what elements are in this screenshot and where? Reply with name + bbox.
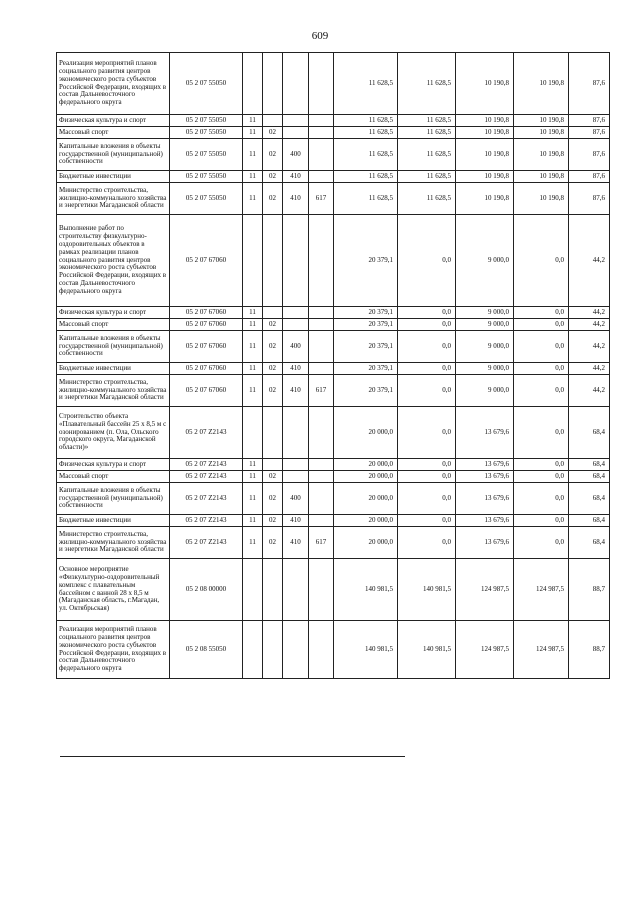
row-value-4: 10 190,8 — [514, 183, 569, 215]
row-name: Капитальные вложения в объекты государственной (муниципальной) собственности — [57, 483, 170, 515]
row-section: 11 — [243, 527, 263, 559]
row-code: 05 2 08 55050 — [170, 621, 243, 679]
table-row — [57, 527, 610, 559]
row-percent: 88,7 — [569, 621, 610, 679]
row-subsection: 02 — [263, 363, 283, 375]
table-row — [57, 53, 610, 115]
row-agency — [309, 171, 334, 183]
row-code: 05 2 07 Z2143 — [170, 459, 243, 471]
row-code: 05 2 07 67060 — [170, 363, 243, 375]
row-value-3: 9 000,0 — [456, 331, 514, 363]
row-name: Реализация мероприятий планов социального развития центров экономического роста субъектов Российской Федерации, входящих в состав Дальневосточного федерального округа — [57, 621, 170, 679]
row-agency — [309, 53, 334, 115]
row-value-4: 124 987,5 — [514, 621, 569, 679]
row-section — [243, 215, 263, 307]
row-expense-type — [283, 215, 309, 307]
row-value-2: 0,0 — [398, 483, 456, 515]
row-section: 11 — [243, 459, 263, 471]
row-value-2: 11 628,5 — [398, 127, 456, 139]
row-name: Основное мероприятие «Физкультурно-оздоровительный комплекс с плавательным бассейном с ванной 28 х 8,5 м (Магаданская область, г.Магадан, ул. Октябрьская) — [57, 559, 170, 621]
row-percent: 68,4 — [569, 471, 610, 483]
row-agency — [309, 127, 334, 139]
row-subsection — [263, 407, 283, 459]
row-percent: 68,4 — [569, 459, 610, 471]
row-agency — [309, 459, 334, 471]
row-expense-type — [283, 559, 309, 621]
row-percent: 87,6 — [569, 127, 610, 139]
row-value-1: 20 379,1 — [334, 363, 398, 375]
row-value-4: 10 190,8 — [514, 53, 569, 115]
row-name: Строительство объекта «Плавательный бассейн 25 х 8,5 м с озонированием (п. Ола, Ольского городского округа, Магаданской области)» — [57, 407, 170, 459]
row-section — [243, 621, 263, 679]
row-code: 05 2 07 Z2143 — [170, 527, 243, 559]
row-percent: 44,2 — [569, 363, 610, 375]
row-agency: 617 — [309, 375, 334, 407]
row-section: 11 — [243, 139, 263, 171]
row-value-3: 13 679,6 — [456, 471, 514, 483]
row-value-3: 13 679,6 — [456, 515, 514, 527]
row-value-1: 11 628,5 — [334, 139, 398, 171]
row-name: Министерство строительства, жилищно-коммунального хозяйства и энергетики Магаданской области — [57, 527, 170, 559]
row-section — [243, 53, 263, 115]
table-row — [57, 139, 610, 171]
row-value-3: 10 190,8 — [456, 183, 514, 215]
row-code: 05 2 07 55050 — [170, 139, 243, 171]
row-value-2: 0,0 — [398, 363, 456, 375]
table-row — [57, 375, 610, 407]
row-percent: 68,4 — [569, 407, 610, 459]
row-name: Реализация мероприятий планов социального развития центров экономического роста субъектов Российской Федерации, входящих в состав Дальневосточного федерального округа — [57, 53, 170, 115]
table-row — [57, 407, 610, 459]
table-row — [57, 515, 610, 527]
row-section: 11 — [243, 319, 263, 331]
table-row — [57, 621, 610, 679]
row-percent: 68,4 — [569, 515, 610, 527]
row-value-2: 0,0 — [398, 471, 456, 483]
row-subsection — [263, 559, 283, 621]
row-value-1: 11 628,5 — [334, 115, 398, 127]
row-name: Массовый спорт — [57, 471, 170, 483]
row-value-3: 9 000,0 — [456, 215, 514, 307]
footer-rule — [60, 756, 405, 757]
row-expense-type: 400 — [283, 139, 309, 171]
row-value-3: 9 000,0 — [456, 319, 514, 331]
row-percent: 87,6 — [569, 171, 610, 183]
row-percent: 68,4 — [569, 483, 610, 515]
row-value-2: 0,0 — [398, 527, 456, 559]
row-code: 05 2 07 55050 — [170, 183, 243, 215]
row-section: 11 — [243, 515, 263, 527]
row-code: 05 2 07 Z2143 — [170, 483, 243, 515]
row-percent: 87,6 — [569, 139, 610, 171]
row-value-4: 0,0 — [514, 319, 569, 331]
row-subsection — [263, 307, 283, 319]
row-subsection: 02 — [263, 171, 283, 183]
table-row — [57, 115, 610, 127]
row-percent: 44,2 — [569, 319, 610, 331]
row-value-2: 0,0 — [398, 515, 456, 527]
row-percent: 68,4 — [569, 527, 610, 559]
row-value-2: 11 628,5 — [398, 53, 456, 115]
row-code: 05 2 07 55050 — [170, 53, 243, 115]
table-row — [57, 331, 610, 363]
table-body — [57, 53, 610, 679]
row-percent: 44,2 — [569, 215, 610, 307]
row-section — [243, 407, 263, 459]
row-agency — [309, 363, 334, 375]
row-expense-type — [283, 127, 309, 139]
row-code: 05 2 07 55050 — [170, 115, 243, 127]
row-agency: 617 — [309, 527, 334, 559]
row-expense-type — [283, 621, 309, 679]
row-subsection: 02 — [263, 183, 283, 215]
row-section — [243, 559, 263, 621]
row-value-4: 0,0 — [514, 471, 569, 483]
row-code: 05 2 07 67060 — [170, 331, 243, 363]
row-name: Бюджетные инвестиции — [57, 515, 170, 527]
row-expense-type — [283, 307, 309, 319]
row-value-4: 124 987,5 — [514, 559, 569, 621]
row-value-4: 0,0 — [514, 483, 569, 515]
row-code: 05 2 07 67060 — [170, 319, 243, 331]
row-subsection — [263, 621, 283, 679]
row-subsection — [263, 215, 283, 307]
row-value-3: 13 679,6 — [456, 527, 514, 559]
row-value-1: 11 628,5 — [334, 183, 398, 215]
row-value-3: 10 190,8 — [456, 139, 514, 171]
row-subsection: 02 — [263, 319, 283, 331]
row-value-4: 0,0 — [514, 527, 569, 559]
budget-table — [56, 52, 610, 679]
row-expense-type — [283, 459, 309, 471]
row-value-4: 0,0 — [514, 307, 569, 319]
row-value-4: 10 190,8 — [514, 139, 569, 171]
row-agency: 617 — [309, 183, 334, 215]
row-name: Капитальные вложения в объекты государственной (муниципальной) собственности — [57, 139, 170, 171]
row-name: Министерство строительства, жилищно-коммунального хозяйства и энергетики Магаданской области — [57, 183, 170, 215]
row-subsection: 02 — [263, 331, 283, 363]
row-value-3: 124 987,5 — [456, 621, 514, 679]
row-section: 11 — [243, 115, 263, 127]
row-value-1: 20 379,1 — [334, 375, 398, 407]
row-section: 11 — [243, 363, 263, 375]
row-expense-type: 410 — [283, 183, 309, 215]
row-subsection: 02 — [263, 139, 283, 171]
row-value-3: 124 987,5 — [456, 559, 514, 621]
row-agency — [309, 471, 334, 483]
row-section: 11 — [243, 471, 263, 483]
row-value-1: 11 628,5 — [334, 127, 398, 139]
row-expense-type: 400 — [283, 483, 309, 515]
row-subsection: 02 — [263, 527, 283, 559]
row-value-2: 140 981,5 — [398, 621, 456, 679]
table-row — [57, 171, 610, 183]
row-percent: 87,6 — [569, 115, 610, 127]
row-value-1: 11 628,5 — [334, 53, 398, 115]
row-value-3: 10 190,8 — [456, 115, 514, 127]
row-name: Бюджетные инвестиции — [57, 171, 170, 183]
row-percent: 44,2 — [569, 307, 610, 319]
row-value-1: 20 379,1 — [334, 215, 398, 307]
row-value-1: 140 981,5 — [334, 559, 398, 621]
row-subsection — [263, 53, 283, 115]
row-name: Физическая культура и спорт — [57, 307, 170, 319]
row-agency — [309, 515, 334, 527]
row-value-2: 0,0 — [398, 215, 456, 307]
row-expense-type — [283, 115, 309, 127]
row-subsection: 02 — [263, 515, 283, 527]
row-expense-type: 410 — [283, 171, 309, 183]
row-value-1: 11 628,5 — [334, 171, 398, 183]
row-value-1: 20 000,0 — [334, 515, 398, 527]
page-number: 609 — [311, 30, 329, 42]
row-agency — [309, 215, 334, 307]
row-value-3: 10 190,8 — [456, 53, 514, 115]
table-row — [57, 307, 610, 319]
table-row — [57, 319, 610, 331]
row-value-3: 9 000,0 — [456, 363, 514, 375]
row-value-2: 11 628,5 — [398, 139, 456, 171]
row-subsection: 02 — [263, 127, 283, 139]
row-value-2: 11 628,5 — [398, 171, 456, 183]
table-row — [57, 459, 610, 471]
row-section: 11 — [243, 307, 263, 319]
row-value-4: 0,0 — [514, 331, 569, 363]
row-expense-type: 410 — [283, 375, 309, 407]
row-section: 11 — [243, 183, 263, 215]
row-name: Выполнение работ по строительству физкультурно-оздоровительных объектов в рамках реализации планов социального развития центров экономического роста субъектов Российской Федерации, входящих в состав Дальневосточного федерального округа — [57, 215, 170, 307]
row-value-3: 9 000,0 — [456, 375, 514, 407]
row-value-2: 0,0 — [398, 307, 456, 319]
row-value-3: 10 190,8 — [456, 171, 514, 183]
row-name: Капитальные вложения в объекты государственной (муниципальной) собственности — [57, 331, 170, 363]
row-expense-type: 400 — [283, 331, 309, 363]
row-name: Бюджетные инвестиции — [57, 363, 170, 375]
row-value-4: 0,0 — [514, 515, 569, 527]
row-percent: 87,6 — [569, 183, 610, 215]
table-row — [57, 471, 610, 483]
row-subsection: 02 — [263, 471, 283, 483]
row-code: 05 2 07 55050 — [170, 127, 243, 139]
row-value-1: 20 379,1 — [334, 319, 398, 331]
table-row — [57, 559, 610, 621]
row-expense-type — [283, 53, 309, 115]
row-value-3: 13 679,6 — [456, 407, 514, 459]
row-expense-type — [283, 319, 309, 331]
row-code: 05 2 07 67060 — [170, 215, 243, 307]
row-section: 11 — [243, 331, 263, 363]
row-code: 05 2 07 Z2143 — [170, 407, 243, 459]
table-row — [57, 215, 610, 307]
row-code: 05 2 08 00000 — [170, 559, 243, 621]
row-value-1: 20 000,0 — [334, 527, 398, 559]
row-value-4: 0,0 — [514, 215, 569, 307]
row-agency — [309, 407, 334, 459]
table-row — [57, 183, 610, 215]
row-value-2: 0,0 — [398, 375, 456, 407]
row-value-4: 10 190,8 — [514, 127, 569, 139]
table-row — [57, 127, 610, 139]
row-expense-type: 410 — [283, 515, 309, 527]
row-value-2: 140 981,5 — [398, 559, 456, 621]
row-section: 11 — [243, 127, 263, 139]
row-code: 05 2 07 67060 — [170, 307, 243, 319]
row-agency — [309, 483, 334, 515]
row-subsection — [263, 459, 283, 471]
row-value-3: 13 679,6 — [456, 483, 514, 515]
row-value-4: 0,0 — [514, 363, 569, 375]
row-value-3: 10 190,8 — [456, 127, 514, 139]
row-percent: 88,7 — [569, 559, 610, 621]
row-name: Массовый спорт — [57, 319, 170, 331]
row-name: Физическая культура и спорт — [57, 115, 170, 127]
row-expense-type — [283, 407, 309, 459]
row-agency — [309, 307, 334, 319]
row-subsection: 02 — [263, 483, 283, 515]
row-agency — [309, 621, 334, 679]
row-value-1: 20 000,0 — [334, 483, 398, 515]
row-value-3: 9 000,0 — [456, 307, 514, 319]
table-row — [57, 363, 610, 375]
row-percent: 87,6 — [569, 53, 610, 115]
row-percent: 44,2 — [569, 331, 610, 363]
row-value-4: 10 190,8 — [514, 171, 569, 183]
row-name: Министерство строительства, жилищно-коммунального хозяйства и энергетики Магаданской области — [57, 375, 170, 407]
row-agency — [309, 139, 334, 171]
row-section: 11 — [243, 375, 263, 407]
row-subsection: 02 — [263, 375, 283, 407]
row-expense-type — [283, 471, 309, 483]
row-section: 11 — [243, 483, 263, 515]
row-subsection — [263, 115, 283, 127]
row-value-2: 0,0 — [398, 319, 456, 331]
row-code: 05 2 07 67060 — [170, 375, 243, 407]
row-value-4: 0,0 — [514, 375, 569, 407]
row-section: 11 — [243, 171, 263, 183]
row-percent: 44,2 — [569, 375, 610, 407]
row-name: Физическая культура и спорт — [57, 459, 170, 471]
row-name: Массовый спорт — [57, 127, 170, 139]
row-value-2: 11 628,5 — [398, 183, 456, 215]
row-value-1: 20 000,0 — [334, 459, 398, 471]
row-code: 05 2 07 55050 — [170, 171, 243, 183]
row-value-3: 13 679,6 — [456, 459, 514, 471]
row-value-1: 20 000,0 — [334, 407, 398, 459]
row-value-2: 0,0 — [398, 407, 456, 459]
row-agency — [309, 559, 334, 621]
row-value-4: 0,0 — [514, 407, 569, 459]
row-code: 05 2 07 Z2143 — [170, 515, 243, 527]
row-agency — [309, 115, 334, 127]
row-expense-type: 410 — [283, 527, 309, 559]
row-value-2: 11 628,5 — [398, 115, 456, 127]
row-value-1: 20 379,1 — [334, 331, 398, 363]
row-value-2: 0,0 — [398, 331, 456, 363]
row-code: 05 2 07 Z2143 — [170, 471, 243, 483]
row-value-4: 10 190,8 — [514, 115, 569, 127]
row-agency — [309, 331, 334, 363]
row-value-2: 0,0 — [398, 459, 456, 471]
table-row — [57, 483, 610, 515]
row-value-4: 0,0 — [514, 459, 569, 471]
row-value-1: 20 379,1 — [334, 307, 398, 319]
row-expense-type: 410 — [283, 363, 309, 375]
row-value-1: 140 981,5 — [334, 621, 398, 679]
row-value-1: 20 000,0 — [334, 471, 398, 483]
row-agency — [309, 319, 334, 331]
